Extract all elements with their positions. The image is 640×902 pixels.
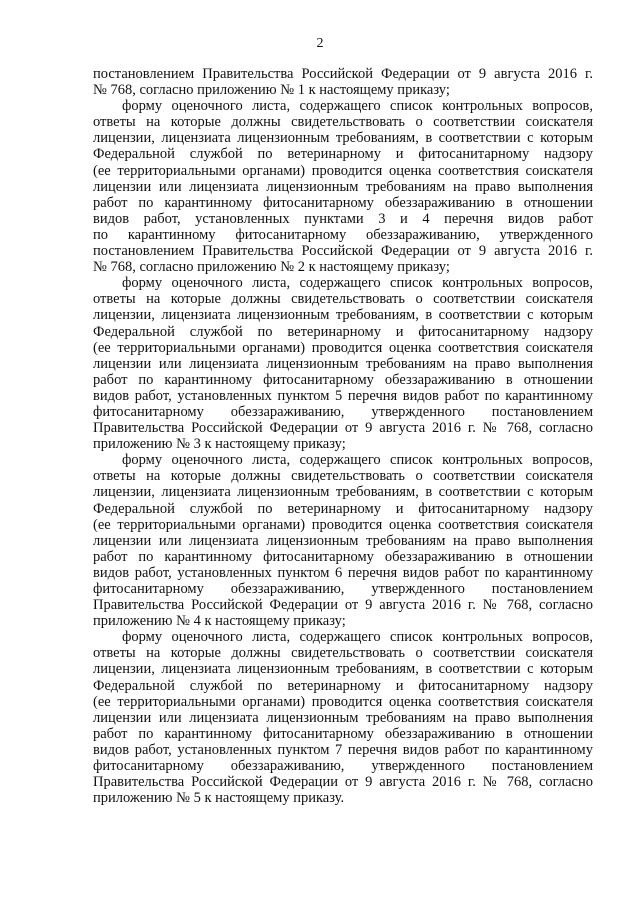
text-line: Федеральной службой по ветеринарному и фитосанитарному надзору [93,677,593,694]
text-line: ответы на которые должны свидетельствовать о соответствии соискателя [93,114,593,131]
text-line: Федеральной службой по ветеринарному и фитосанитарному надзору [93,323,593,340]
document-body [93,66,593,806]
text-line: Правительства Российской Федерации от 9 августа 2016 г. № 768, согласно [93,597,593,614]
paragraph-form-2 [93,98,593,275]
text-line: постановлением Правительства Российской Федерации от 9 августа 2016 г. [93,243,593,260]
paragraph-continuation [93,66,593,98]
text-line: приложению № 4 к настоящему приказу; [93,613,346,630]
text-line: фитосанитарному обеззараживанию, утвержденного постановлением [93,758,593,775]
text-line: лицензии, лицензиата лицензионным требованиям, в соответствии с которым [93,661,593,678]
page-number: 2 [316,36,324,51]
text-line: лицензии, лицензиата лицензионным требованиям, в соответствии с которым [93,484,593,501]
paragraph-form-4 [93,452,593,629]
text-line: ответы на которые должны свидетельствовать о соответствии соискателя [93,468,593,485]
text-line: Федеральной службой по ветеринарному и фитосанитарному надзору [93,500,593,517]
text-line: № 768, согласно приложению № 1 к настоящему приказу; [93,82,450,99]
text-line: Федеральной службой по ветеринарному и фитосанитарному надзору [93,146,593,163]
text-line: (ее территориальными органами) проводится оценка соответствия соискателя [93,162,593,179]
text-line: работ по карантинному фитосанитарному обеззараживанию в отношении [93,371,593,388]
text-line: лицензии или лицензиата лицензионным требованиям на право выполнения [93,709,593,726]
text-line: работ по карантинному фитосанитарному обеззараживанию в отношении [93,548,593,565]
text-line: № 768, согласно приложению № 2 к настоящему приказу; [93,259,450,276]
text-line: (ее территориальными органами) проводится оценка соответствия соискателя [93,693,593,710]
paragraph-form-5 [93,629,593,806]
text-line: постановлением Правительства Российской Федерации от 9 августа 2016 г. [93,66,593,82]
text-line: (ее территориальными органами) проводится оценка соответствия соискателя [93,516,593,533]
text-line: видов работ, установленных пунктом 5 перечня видов работ по карантинному [93,387,593,404]
text-line: фитосанитарному обеззараживанию, утвержденного постановлением [93,581,593,597]
text-line: Правительства Российской Федерации от 9 августа 2016 г. № 768, согласно [93,774,593,791]
text-line: ответы на которые должны свидетельствовать о соответствии соискателя [93,645,593,662]
text-line: (ее территориальными органами) проводится оценка соответствия соискателя [93,339,593,356]
text-line: Правительства Российской Федерации от 9 августа 2016 г. № 768, согласно [93,420,593,437]
text-line: лицензии, лицензиата лицензионным требованиям, в соответствии с которым [93,307,593,324]
text-line: фитосанитарному обеззараживанию, утвержденного постановлением [93,403,593,420]
text-line: работ по карантинному фитосанитарному обеззараживанию в отношении [93,725,593,742]
text-line: форму оценочного листа, содержащего список контрольных вопросов, [122,275,593,292]
text-line: видов работ, установленных пунктом 7 перечня видов работ по карантинному [93,741,593,758]
text-line: приложению № 3 к настоящему приказу; [93,436,346,453]
text-line: форму оценочного листа, содержащего список контрольных вопросов, [122,629,593,646]
text-line: лицензии или лицензиата лицензионным требованиям на право выполнения [93,532,593,549]
text-line: ответы на которые должны свидетельствовать о соответствии соискателя [93,291,593,308]
text-line: приложению № 5 к настоящему приказу. [93,790,345,807]
text-line: лицензии или лицензиата лицензионным требованиям на право выполнения [93,178,593,195]
text-line: работ по карантинному фитосанитарному обеззараживанию в отношении [93,194,593,211]
text-line: видов работ, установленных пунктом 6 перечня видов работ по карантинному [93,564,593,581]
paragraph-form-3 [93,275,593,452]
text-line: по карантинному фитосанитарному обеззараживанию, утвержденного [93,226,593,243]
text-line: форму оценочного листа, содержащего список контрольных вопросов, [122,98,593,115]
text-line: лицензии или лицензиата лицензионным требованиям на право выполнения [93,355,593,372]
text-line: форму оценочного листа, содержащего список контрольных вопросов, [122,452,593,469]
text-line: видов работ, установленных пунктами 3 и 4 перечня видов работ [93,210,593,227]
text-line: лицензии, лицензиата лицензионным требованиям, в соответствии с которым [93,130,593,147]
